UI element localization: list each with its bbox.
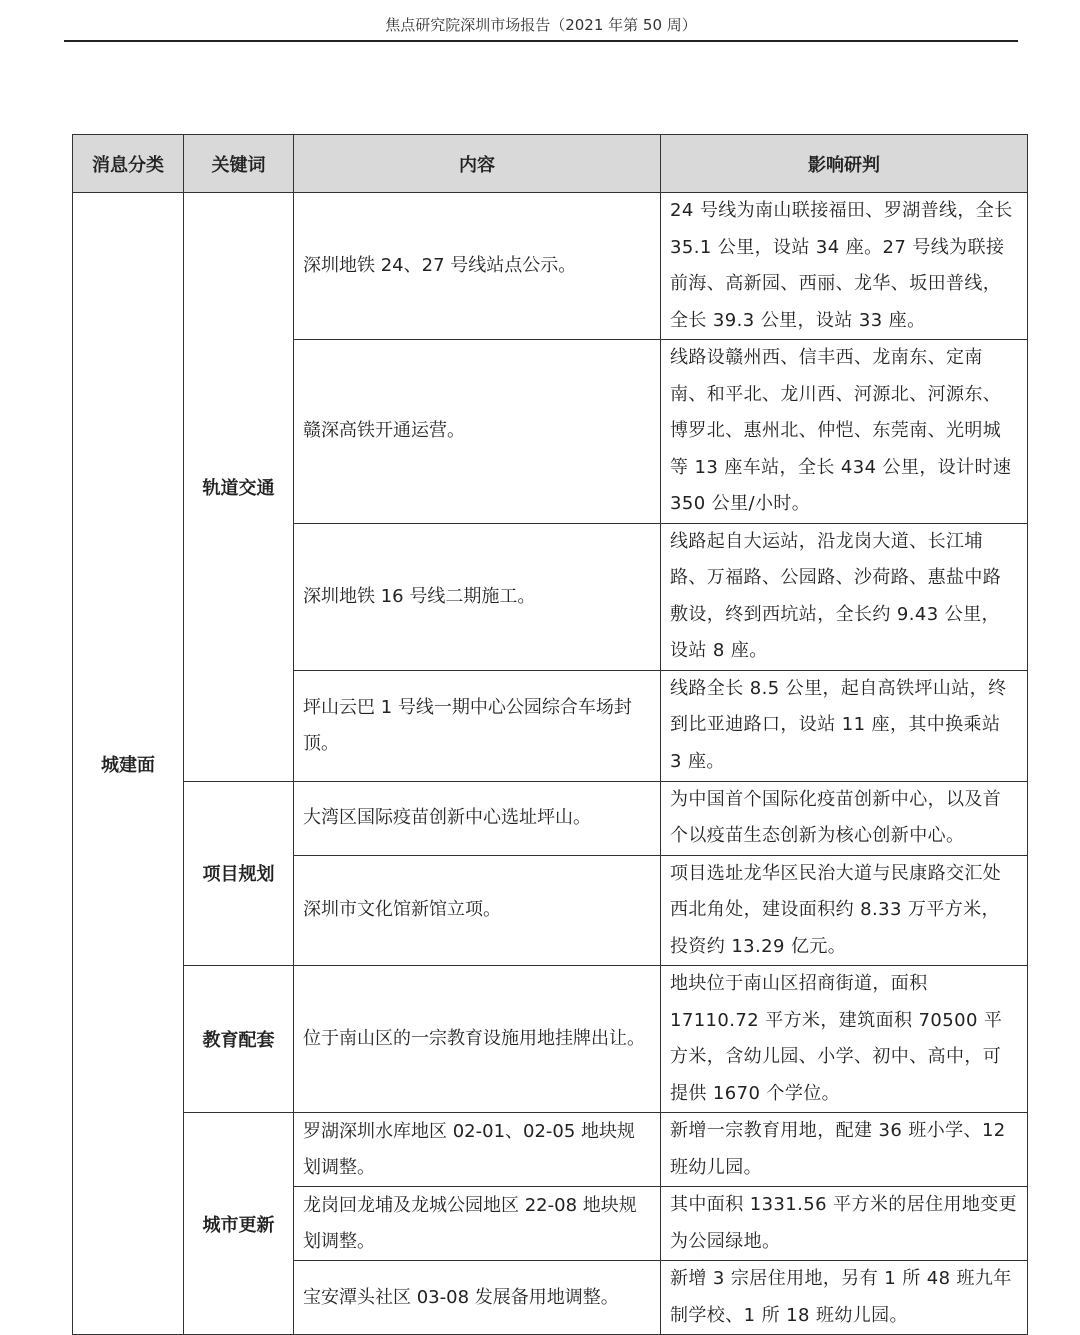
impact-cell: 为中国首个国际化疫苗创新中心，以及首个以疫苗生态创新为核心创新中心。	[661, 781, 1028, 855]
impact-cell: 地块位于南山区招商街道，面积 17110.72 平方米，建筑面积 70500 平方米，含幼儿园、小学、初中、高中，可提供 1670 个学位。	[661, 966, 1028, 1113]
page-header	[64, 10, 1018, 42]
table-row	[73, 966, 1028, 1113]
header-content: 内容	[294, 135, 661, 193]
content-cell: 位于南山区的一宗教育设施用地挂牌出让。	[294, 966, 661, 1113]
content-cell: 坪山云巴 1 号线一期中心公园综合车场封顶。	[294, 670, 661, 781]
category-cell: 城建面	[73, 193, 184, 1335]
impact-cell: 新增 3 宗居住用地，另有 1 所 48 班九年制学校、1 所 18 班幼儿园。	[661, 1261, 1028, 1335]
table-row	[73, 781, 1028, 855]
keyword-cell: 教育配套	[184, 966, 294, 1113]
impact-cell: 项目选址龙华区民治大道与民康路交汇处西北角处，建设面积约 8.33 万平方米，投资约 13.29 亿元。	[661, 855, 1028, 966]
content-cell: 龙岗回龙埔及龙城公园地区 22-08 地块规划调整。	[294, 1187, 661, 1261]
keyword-cell: 城市更新	[184, 1113, 294, 1335]
table-row	[73, 1113, 1028, 1187]
impact-cell: 新增一宗教育用地，配建 36 班小学、12 班幼儿园。	[661, 1113, 1028, 1187]
content-cell: 大湾区国际疫苗创新中心选址坪山。	[294, 781, 661, 855]
content-cell: 罗湖深圳水库地区 02-01、02-05 地块规划调整。	[294, 1113, 661, 1187]
impact-cell: 其中面积 1331.56 平方米的居住用地变更为公园绿地。	[661, 1187, 1028, 1261]
header-keyword: 关键词	[184, 135, 294, 193]
header-category: 消息分类	[73, 135, 184, 193]
content-cell: 深圳地铁 16 号线二期施工。	[294, 523, 661, 670]
keyword-cell: 项目规划	[184, 781, 294, 966]
report-title: 焦点研究院深圳市场报告（2021 年第 50 周）	[385, 16, 697, 34]
content-cell: 深圳市文化馆新馆立项。	[294, 855, 661, 966]
news-table	[72, 134, 1028, 1335]
table-header-row	[73, 135, 1028, 193]
table-row	[73, 193, 1028, 340]
keyword-cell: 轨道交通	[184, 193, 294, 782]
content-cell: 赣深高铁开通运营。	[294, 340, 661, 524]
impact-cell: 线路设赣州西、信丰西、龙南东、定南南、和平北、龙川西、河源北、河源东、博罗北、惠州北、仲恺、东莞南、光明城等 13 座车站，全长 434 公里，设计时速 350 公里/小时。	[661, 340, 1028, 524]
content-cell: 宝安潭头社区 03-08 发展备用地调整。	[294, 1261, 661, 1335]
content-cell: 深圳地铁 24、27 号线站点公示。	[294, 193, 661, 340]
impact-cell: 线路起自大运站，沿龙岗大道、长江埔路、万福路、公园路、沙荷路、惠盐中路敷设，终到西坑站，全长约 9.43 公里，设站 8 座。	[661, 523, 1028, 670]
impact-cell: 线路全长 8.5 公里，起自高铁坪山站，终到比亚迪路口，设站 11 座，其中换乘站 3 座。	[661, 670, 1028, 781]
header-impact: 影响研判	[661, 135, 1028, 193]
impact-cell: 24 号线为南山联接福田、罗湖普线，全长 35.1 公里，设站 34 座。27 号线为联接前海、高新园、西丽、龙华、坂田普线，全长 39.3 公里，设站 33 座。	[661, 193, 1028, 340]
